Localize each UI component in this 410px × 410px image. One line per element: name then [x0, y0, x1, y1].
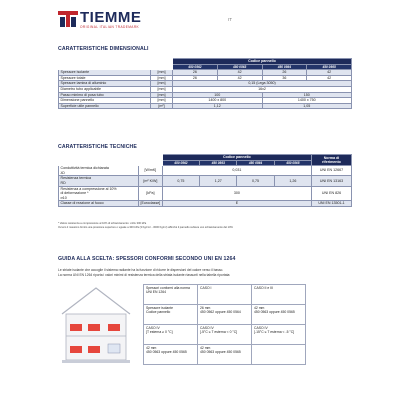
row-norm: UNI EN 826: [312, 186, 352, 201]
row-unit: [mm]: [151, 98, 173, 104]
technical-body: [59, 166, 352, 207]
row-norm: UNI EN 12667: [312, 166, 352, 176]
row-unit: [mm]: [151, 92, 173, 98]
case-cell: [252, 285, 306, 305]
row-norm: UNI EN 13501-1: [312, 201, 352, 207]
technical-notes: [58, 222, 233, 229]
case-line: [-15°C ≤ T esterna < -5 °C]: [254, 329, 295, 334]
row-value: 26: [262, 70, 307, 76]
dimensional-body: [59, 70, 352, 109]
row-unit: [mm]: [151, 81, 173, 87]
row-unit: [mm]: [151, 86, 173, 92]
technical-title: CARATTERISTICHE TECNICHE: [58, 144, 137, 150]
case-cell: [252, 345, 306, 365]
row-value: 0,15 (Lega 3050): [173, 81, 352, 87]
language-label: IT: [228, 17, 232, 22]
case-line: Spessori conformi alla norma: [146, 285, 190, 290]
row-label-line: di deformazione *: [60, 191, 89, 196]
guide-text: [58, 268, 230, 277]
case-line: 450 0563 oppure 450 0565: [200, 349, 241, 354]
row-value: 42: [217, 70, 262, 76]
case-row: [144, 305, 306, 325]
code-header: 450 0564: [237, 160, 274, 166]
dimensional-title: CARATTERISTICHE DIMENSIONALI: [58, 46, 149, 52]
case-row: [144, 345, 306, 365]
row-unit: [Euroclasse]: [140, 201, 161, 206]
row-value: 16x2: [173, 86, 352, 92]
case-line: CASO IV: [146, 325, 160, 330]
table-row: [59, 103, 352, 109]
row-label-line: λD: [60, 170, 65, 175]
case-line: 42 mm: [254, 305, 265, 310]
group-header: Codice pannello: [162, 155, 311, 161]
row-value: 1,26: [274, 176, 311, 186]
row-value: 0,75: [237, 176, 274, 186]
row-label: Diametro tubo applicabile: [59, 86, 151, 92]
case-cell: [198, 285, 252, 305]
row-label: [59, 186, 139, 201]
tiemme-logo-icon: [58, 11, 78, 27]
technical-table: [58, 154, 352, 207]
case-line: 450 0562 oppure 450 0564: [200, 309, 241, 314]
case-line: CASO I: [200, 285, 212, 290]
row-label: [59, 176, 139, 186]
row-unit: [mm]: [151, 70, 173, 76]
row-label-line: σ10: [60, 195, 67, 200]
brand-name: TIEMME: [80, 9, 142, 26]
case-cell: [252, 325, 306, 345]
case-cell: [144, 325, 198, 345]
brand-tagline: ORIGINAL ITALIAN TRADEMARK: [80, 25, 140, 29]
code-header: 450 0562: [173, 64, 218, 70]
row-label: Dimensione pannello: [59, 98, 151, 104]
row-value: E: [162, 201, 311, 207]
row-value: 150: [262, 92, 352, 98]
norm-header: [312, 155, 352, 166]
row-label: Spessore isolante: [59, 70, 151, 76]
row-label: Spessore totale: [59, 75, 151, 81]
row-value: 300: [162, 186, 311, 201]
norm-header-line: riferimento: [322, 160, 341, 165]
table-row: [59, 176, 352, 186]
guide-title: GUIDA ALLA SCELTA: SPESSORI CONFORMI SECONDO UNI EN 1264: [58, 256, 236, 262]
code-header: 450 0563: [200, 160, 237, 166]
case-line: UNI EN 1264: [146, 289, 166, 294]
table-row: [59, 201, 352, 207]
table-row: [59, 186, 352, 201]
note-line: Ovvero il massimo fornito una pressione superiore o uguale a 300 kPa (3 Kg/cm² - 3000 Kg/m²) affinché il pannello subisca uno schiacciamento del 10%: [58, 225, 233, 229]
case-line: 42 mm: [200, 345, 211, 350]
row-value: 1,05: [262, 103, 352, 109]
case-row: [144, 325, 306, 345]
row-label-line: Resistenza a compressione al 10%: [60, 186, 117, 191]
table-row: [59, 166, 352, 176]
house-illustration: [58, 284, 134, 364]
norm-header-line: Norma di: [323, 156, 340, 161]
case-cell: [252, 305, 306, 325]
case-line: 450 0563 oppure 450 0565: [146, 349, 187, 354]
row-unit: [mm]: [151, 75, 173, 81]
row-value: 1,12: [173, 103, 263, 109]
row-label-line: Conduttività termica dichiarata: [60, 166, 109, 171]
row-value: 42: [217, 75, 262, 81]
case-line: CASO IV: [254, 325, 268, 330]
row-label-line: Classe di reazione al fuoco: [60, 201, 104, 206]
code-header: 450 0563: [217, 64, 262, 70]
code-header: 450 0564: [262, 64, 307, 70]
code-header: 450 0565: [274, 160, 311, 166]
cases-table: [143, 284, 306, 365]
case-line: CASO II e III: [254, 285, 274, 290]
row-value: 0,031: [162, 166, 311, 176]
group-header: Codice pannello: [173, 59, 352, 65]
row-value: 42: [307, 75, 352, 81]
row-value: 0,75: [162, 176, 199, 186]
case-cell: [198, 305, 252, 325]
row-unit: [W/mK]: [139, 166, 163, 176]
cases-body: [144, 285, 306, 365]
guide-line: La norma UNI EN 1264 riporta i valori minimi di resistenza termica della striata isolante riassunti nella tabella riportata:: [58, 272, 231, 277]
case-line: CASO IV: [200, 325, 214, 330]
code-header: 450 0562: [162, 160, 199, 166]
note-line: * Valore resistenza a compressione al 10% di schiacciamento: σ10≥ 300 kPa: [58, 222, 147, 225]
dimensional-table: [58, 58, 352, 109]
case-cell: [144, 305, 198, 325]
case-cell: [198, 345, 252, 365]
row-label: Passo minimo di posa tubo: [59, 92, 151, 98]
case-line: [-5°C ≤ T esterna < 0 °C]: [200, 329, 238, 334]
case-line: [T esterna ≥ 0 °C]: [146, 329, 173, 334]
case-line: 42 mm: [146, 345, 157, 350]
row-value: 26: [173, 70, 218, 76]
case-cell: [198, 325, 252, 345]
header: [58, 9, 358, 31]
guide-line: Le striate isolante che accoglie il sistema radiante ha la funzione di ridurre le dispersioni del calore verso il basso.: [58, 268, 224, 272]
row-value: 100: [173, 92, 263, 98]
case-line: Codice pannello: [146, 309, 171, 314]
row-value: 26: [173, 75, 218, 81]
row-label: [59, 201, 139, 207]
case-row: [144, 285, 306, 305]
case-line: 26 mm: [200, 305, 211, 310]
row-value: 42: [307, 70, 352, 76]
row-norm: UNI EN 13163: [312, 176, 352, 186]
row-value: 1,27: [200, 176, 237, 186]
case-cell: [144, 285, 198, 305]
case-line: 450 0563 oppure 450 0565: [254, 309, 295, 314]
row-label-line: RD: [60, 180, 66, 185]
row-unit: [m²]: [151, 103, 173, 109]
row-value: 1400 x 750: [262, 98, 352, 104]
row-label-line: Resistenza termica: [60, 176, 92, 181]
row-label: [59, 166, 139, 176]
row-unit: [kPa]: [139, 186, 163, 201]
row-label: Superficie utile pannello: [59, 103, 151, 109]
row-label: Spessore lamina di alluminio: [59, 81, 151, 87]
code-header: 450 0565: [307, 64, 352, 70]
case-line: Spessore isolante: [146, 305, 173, 310]
row-value: 1400 x 800: [173, 98, 263, 104]
case-cell: [144, 345, 198, 365]
row-value: 36: [262, 75, 307, 81]
row-unit: [m² K/W]: [139, 176, 163, 186]
